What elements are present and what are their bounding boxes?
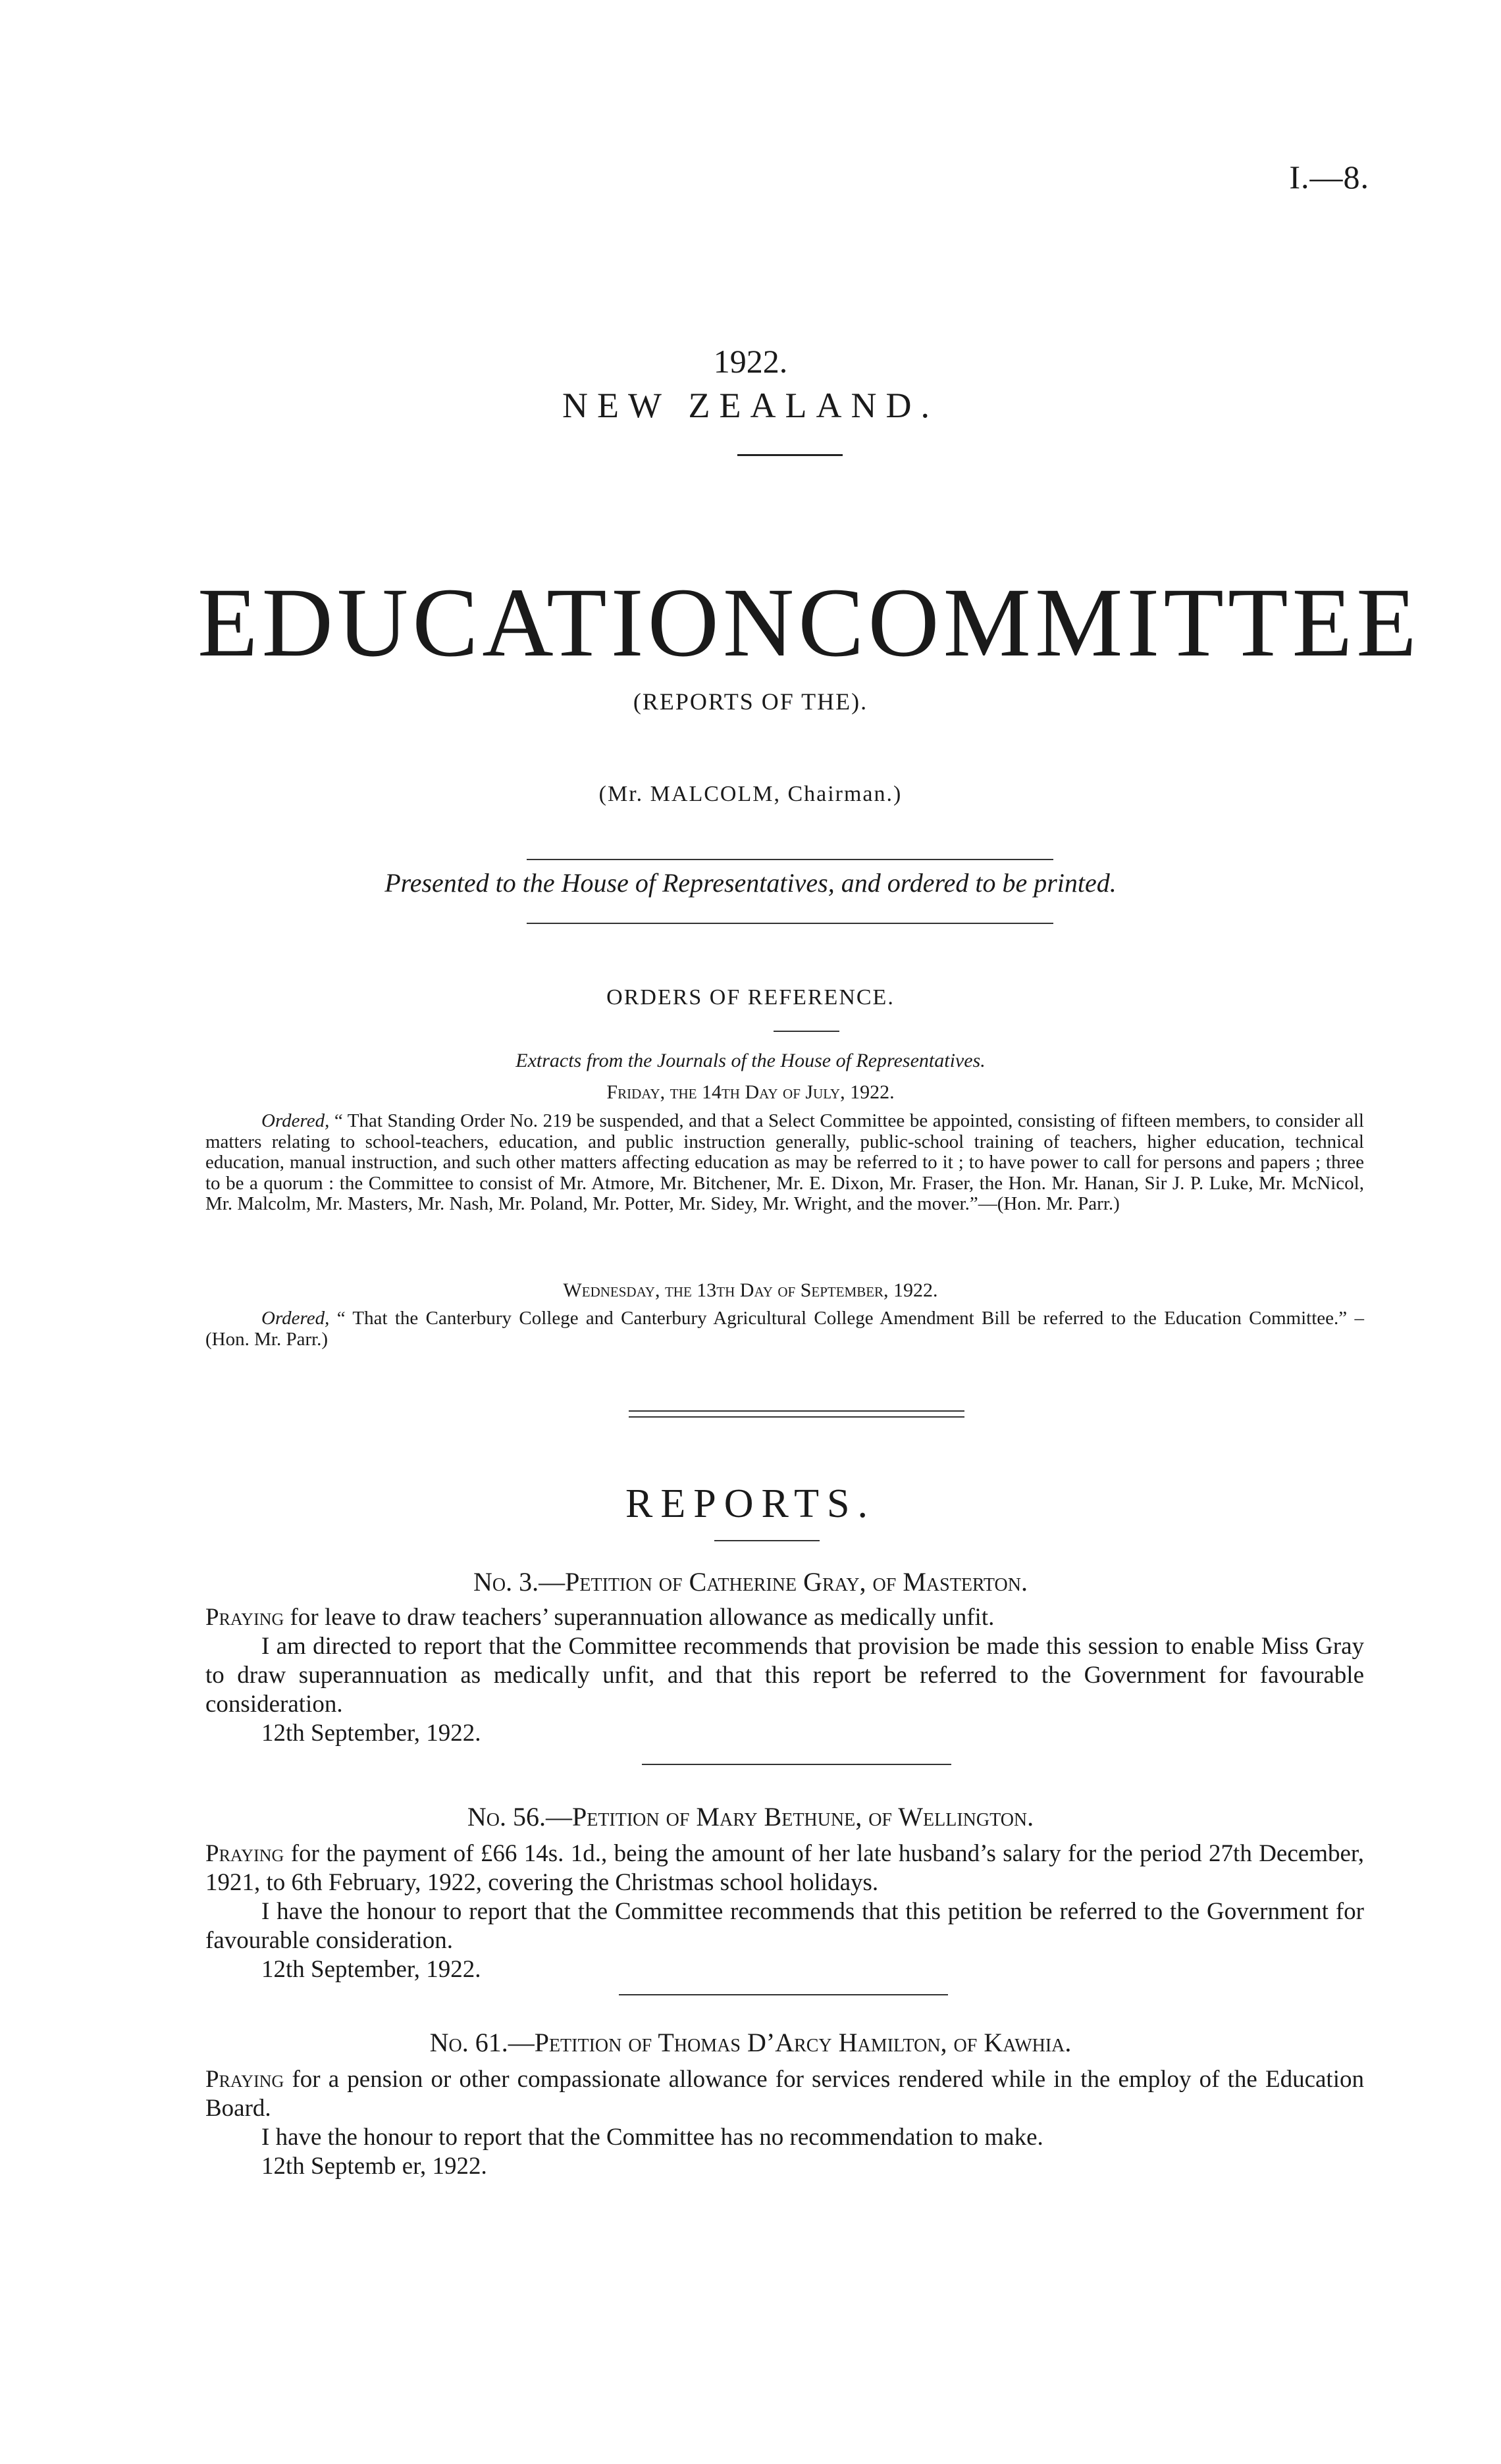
divider	[629, 1416, 964, 1418]
page-reference: I.—8.	[1289, 159, 1369, 195]
petition-heading: No. 61.—Petition of Thomas D’Arcy Hamilton, of Kawhia.	[429, 2028, 1072, 2057]
ordered-label: Ordered,	[261, 1308, 330, 1329]
petition-praying	[205, 1603, 1364, 1632]
praying-word: Praying	[205, 1840, 284, 1867]
petition-report: I have the honour to report that the Committee recommends that this petition be referred to the Government for favourable consideration.	[205, 1898, 1364, 1954]
petition-praying	[205, 1839, 1364, 1897]
divider	[527, 923, 1053, 924]
order-paragraph	[205, 1308, 1364, 1350]
divider	[629, 1410, 964, 1412]
petition-date: 12th September, 1922.	[261, 1956, 481, 1983]
order-paragraph	[205, 1111, 1364, 1215]
divider	[619, 1994, 948, 1995]
divider	[642, 1764, 951, 1765]
ordered-label: Ordered,	[261, 1110, 330, 1131]
orders-of-reference-heading: ORDERS OF REFERENCE.	[606, 985, 895, 1010]
petition-heading: No. 3.—Petition of Catherine Gray, of Masterton.	[473, 1567, 1028, 1597]
petition-date: 12th September, 1922.	[261, 1720, 481, 1747]
year: 1922.	[713, 343, 788, 380]
praying-word: Praying	[205, 2066, 284, 2093]
petition-praying	[205, 2065, 1364, 2123]
order-date: Friday, the 14th Day of July, 1922.	[606, 1081, 895, 1103]
petition-date: 12th Septemb er, 1922.	[261, 2153, 487, 2180]
divider	[714, 1540, 820, 1541]
petition-report: I have the honour to report that the Committee has no recommendation to make.	[261, 2124, 1043, 2151]
country-heading: NEW ZEALAND.	[562, 386, 939, 425]
praying-text: for the payment of £66 14s. 1d., being the amount of her late husband’s salary for the period 27th December, 1921, to 6th February, 1922, covering the Christmas school holidays.	[205, 1840, 1364, 1896]
praying-text: for a pension or other compassionate allowance for services rendered while in the employ of the Education Board.	[205, 2066, 1364, 2122]
title-word-education: EDUCATION	[198, 568, 799, 677]
divider	[737, 454, 843, 456]
presented-line: Presented to the House of Representatives, and ordered to be printed.	[384, 868, 1117, 898]
petition-report: I am directed to report that the Committee recommends that provision be made this session to enable Miss Gray to draw superannuation as medically unfit, and that this report be referred to the Government for favourable consideration.	[205, 1633, 1364, 1718]
document-subtitle: (REPORTS OF THE).	[633, 688, 868, 715]
praying-text: for leave to draw teachers’ superannuation allowance as medically unfit.	[284, 1604, 995, 1631]
chairman-line: (Mr. MALCOLM, Chairman.)	[598, 782, 903, 806]
order-text: “ That the Canterbury College and Canterbury Agricultural College Amendment Bill be referred to the Education Committee.” – (Hon. Mr. Parr.)	[205, 1308, 1364, 1350]
praying-word: Praying	[205, 1604, 284, 1631]
divider	[527, 859, 1053, 860]
order-date: Wednesday, the 13th Day of September, 1922.	[563, 1279, 938, 1301]
title-word-committee: COMMITTEE	[798, 568, 1421, 677]
reports-heading: REPORTS.	[625, 1481, 876, 1526]
divider	[774, 1031, 839, 1032]
petition-heading: No. 56.—Petition of Mary Bethune, of Wellington.	[467, 1802, 1034, 1832]
order-text: “ That Standing Order No. 219 be suspended, and that a Select Committee be appointed, consisting of fifteen members, to consider all matters relating to school-teachers, education, and public instruction generally, public-school training of teachers, higher education, technical education, manual instruction, and such other matters affecting education as may be referred to it ; to have power to call for persons and papers ; three to be a quorum : the Committee to consist of Mr. Atmore, Mr. Bitchener, Mr. E. Dixon, Mr. Fraser, the Hon. Mr. Hanan, Sir J. P. Luke, Mr. McNicol, Mr. Malcolm, Mr. Masters, Mr. Nash, Mr. Poland, Mr. Potter, Mr. Sidey, Mr. Wright, and the mover.”—(Hon. Mr. Parr.)	[205, 1110, 1364, 1214]
document-title	[198, 566, 1421, 679]
extracts-line: Extracts from the Journals of the House of Representatives.	[515, 1050, 986, 1071]
